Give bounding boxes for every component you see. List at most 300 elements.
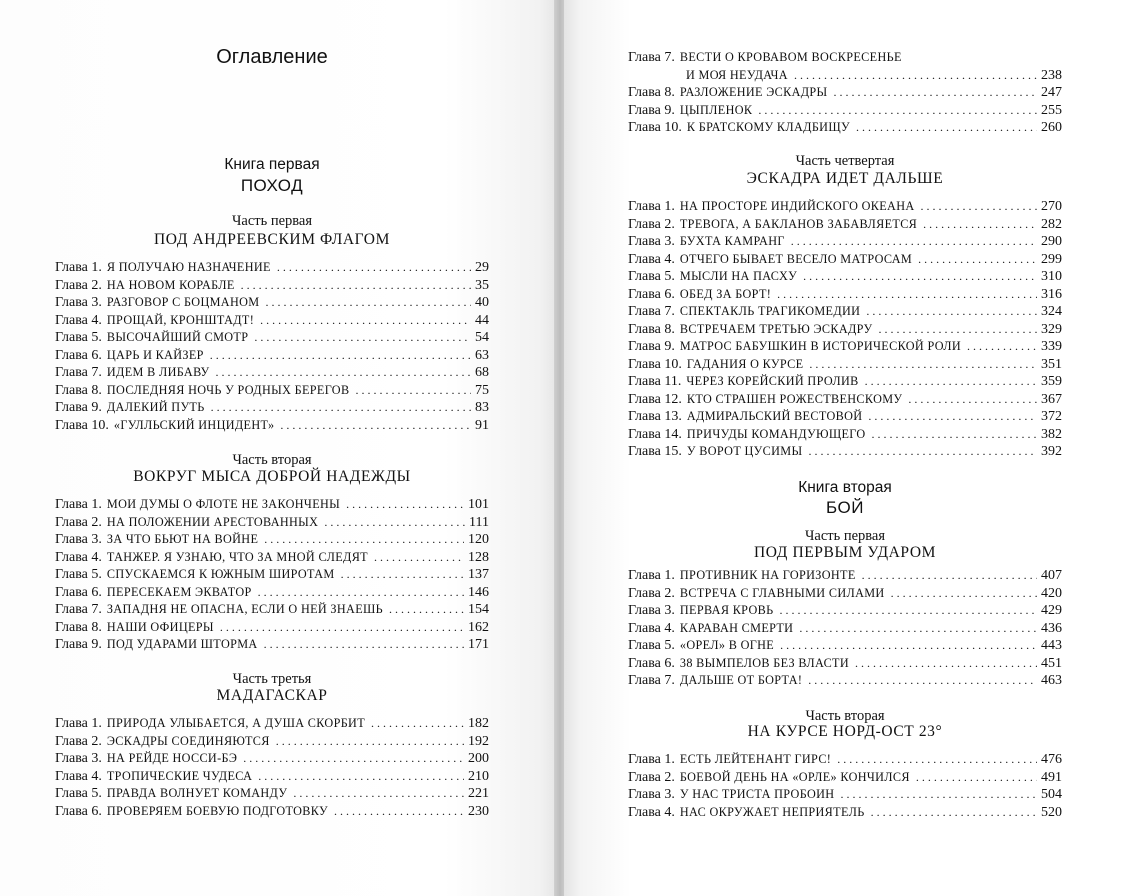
dot-leader <box>758 102 1037 120</box>
dot-leader <box>808 443 1037 461</box>
chapter-number: Глава 12. <box>628 391 682 407</box>
toc-entry[interactable] <box>55 584 489 602</box>
chapter-number: Глава 3. <box>628 234 675 249</box>
page-number: 407 <box>1041 568 1062 583</box>
chapter-title: ДАЛЬШЕ ОТ БОРТА! <box>679 673 803 687</box>
chapter-title: ПРОЩАЙ, КРОНШТАДТ! <box>106 312 255 327</box>
toc-entry[interactable] <box>628 216 1062 234</box>
dot-leader <box>840 786 1037 804</box>
b1-part1-name: ПОД АНДРЕЕВСКИМ ФЛАГОМ <box>154 231 390 248</box>
toc-entry[interactable] <box>628 84 1062 102</box>
dot-leader <box>374 549 464 567</box>
chapter-title: ДАЛЕКИЙ ПУТЬ <box>106 400 205 414</box>
chapter-number: Глава 8. <box>55 382 102 398</box>
page-number: 120 <box>468 532 489 547</box>
toc-entry[interactable] <box>55 382 489 400</box>
chapter-number: Глава 3. <box>628 787 675 802</box>
chapter-number: Глава 1. <box>628 199 675 214</box>
chapter-title: ПРОВЕРЯЕМ БОЕВУЮ ПОДГОТОВКУ <box>106 803 328 818</box>
page-number: 63 <box>475 347 489 363</box>
page-number: 504 <box>1041 787 1062 802</box>
chapter-title: МОИ ДУМЫ О ФЛОТЕ НЕ ЗАКОНЧЕНЫ <box>106 497 341 511</box>
dot-leader <box>803 268 1037 286</box>
book1-label: Книга первая <box>224 156 320 173</box>
page-number: 182 <box>468 716 489 731</box>
page-number: 83 <box>475 400 489 415</box>
b1-part1-chapter-list <box>55 259 489 434</box>
dot-leader <box>258 584 464 602</box>
chapter-title: НА ПРОСТОРЕ ИНДИЙСКОГО ОКЕАНА <box>679 199 915 213</box>
dot-leader <box>967 338 1037 356</box>
toc-entry[interactable] <box>55 259 489 277</box>
chapter-title: ВСТРЕЧАЕМ ТРЕТЬЮ ЭСКАДРУ <box>679 321 873 336</box>
book2-name: БОЙ <box>826 498 864 517</box>
page-number: 35 <box>475 277 489 293</box>
chapter-number: Глава 7. <box>628 50 675 65</box>
chapter-number: Глава 3. <box>55 751 102 766</box>
chapter-number: Глава 10. <box>628 356 682 372</box>
dot-leader <box>260 312 471 330</box>
chapter-number: Глава 6. <box>55 584 102 600</box>
dot-leader <box>868 408 1037 426</box>
page-number: 75 <box>475 382 489 398</box>
dot-leader <box>264 531 464 549</box>
chapter-title: НАС ОКРУЖАЕТ НЕПРИЯТЕЛЬ <box>679 804 865 819</box>
toc-entry[interactable] <box>55 636 489 654</box>
page-number: 255 <box>1041 102 1062 118</box>
dot-leader <box>389 601 464 619</box>
chapter-title: БОЕВОЙ ДЕНЬ НА «ОРЛЕ» КОНЧИЛСЯ <box>679 769 910 784</box>
page-number: 367 <box>1041 391 1062 407</box>
b1-part1-label: Часть первая <box>231 213 313 229</box>
dot-leader <box>241 277 471 295</box>
page-number: 101 <box>468 497 489 512</box>
toc-entry[interactable] <box>628 356 1062 374</box>
toc-entry[interactable] <box>55 417 489 435</box>
toc-entry[interactable] <box>628 585 1062 603</box>
page-number: 476 <box>1041 752 1062 767</box>
dot-leader <box>834 84 1037 102</box>
page-number: 44 <box>475 312 489 328</box>
chapter-title: ТРОПИЧЕСКИЕ ЧУДЕСА <box>106 768 253 783</box>
b2-part1-name: ПОД ПЕРВЫМ УДАРОМ <box>753 544 937 561</box>
dot-leader <box>258 768 464 786</box>
page-number: 299 <box>1041 251 1062 267</box>
chapter-number: Глава 3. <box>628 603 675 618</box>
dot-leader <box>264 636 464 654</box>
chapter-number: Глава 1. <box>628 752 675 767</box>
chapter-title: ОБЕД ЗА БОРТ! <box>679 286 772 301</box>
page-number: 339 <box>1041 339 1062 354</box>
dot-leader <box>891 585 1037 603</box>
chapter-number: Глава 1. <box>55 716 102 731</box>
dot-leader <box>808 672 1037 690</box>
toc-entry[interactable] <box>55 496 489 514</box>
b1-part3-chapter-list <box>55 715 489 820</box>
page-number: 68 <box>475 365 489 380</box>
chapter-number: Глава 9. <box>55 637 102 652</box>
toc-entry[interactable] <box>628 637 1062 655</box>
toc-entry[interactable] <box>628 251 1062 269</box>
b1-part3-chapter-list-continued <box>628 49 1062 137</box>
chapter-title: ПРОТИВНИК НА ГОРИЗОНТЕ <box>679 568 856 582</box>
chapter-title-continued: И МОЯ НЕУДАЧА <box>686 67 788 82</box>
chapter-title: У НАС ТРИСТА ПРОБОИН <box>679 787 835 801</box>
chapter-title: «ГУЛЛЬСКИЙ ИНЦИДЕНТ» <box>113 417 275 432</box>
chapter-title: 38 ВЫМПЕЛОВ БЕЗ ВЛАСТИ <box>679 655 849 670</box>
toc-entry[interactable] <box>55 785 489 803</box>
toc-entry[interactable] <box>55 715 489 733</box>
chapter-number: Глава 7. <box>55 602 102 617</box>
toc-entry[interactable] <box>628 286 1062 304</box>
toc-entry[interactable] <box>628 620 1062 638</box>
dot-leader <box>346 496 464 514</box>
chapter-title: ИДЕМ В ЛИБАВУ <box>106 365 210 379</box>
b1-part2-chapter-list <box>55 496 489 654</box>
chapter-number: Глава 8. <box>628 321 675 337</box>
toc-entry[interactable] <box>628 567 1062 585</box>
toc-entry[interactable] <box>628 769 1062 787</box>
chapter-title: БУХТА КАМРАНГ <box>679 234 785 248</box>
chapter-title: ЦАРЬ И КАЙЗЕР <box>106 347 204 362</box>
chapter-number: Глава 7. <box>55 365 102 380</box>
chapter-number: Глава 2. <box>55 514 102 530</box>
b1-part4-chapter-list <box>628 198 1062 461</box>
chapter-number: Глава 5. <box>55 567 102 582</box>
dot-leader <box>916 769 1037 787</box>
dot-leader <box>856 119 1037 137</box>
toc-entry[interactable] <box>628 119 1062 137</box>
chapter-number: Глава 2. <box>628 585 675 601</box>
page-number: 359 <box>1041 374 1062 389</box>
chapter-number: Глава 5. <box>628 638 675 653</box>
dot-leader <box>254 329 471 347</box>
chapter-title: ТРЕВОГА, А БАКЛАНОВ ЗАБАВЛЯЕТСЯ <box>679 216 918 231</box>
page-number: 247 <box>1041 85 1062 100</box>
page-number: 200 <box>468 751 489 766</box>
toc-entry[interactable] <box>55 531 489 549</box>
dot-leader <box>794 67 1037 85</box>
toc-entry[interactable] <box>628 672 1062 690</box>
chapter-number: Глава 7. <box>628 304 675 319</box>
dot-leader <box>276 733 464 751</box>
chapter-title: РАЗГОВОР С БОЦМАНОМ <box>106 295 260 309</box>
dot-leader <box>862 567 1037 585</box>
toc-entry[interactable] <box>628 338 1062 356</box>
chapter-title: ГАДАНИЯ О КУРСЕ <box>686 356 804 371</box>
toc-entry[interactable] <box>628 49 1062 67</box>
page-number: 451 <box>1041 655 1062 671</box>
chapter-number: Глава 14. <box>628 426 682 442</box>
chapter-number: Глава 2. <box>628 216 675 232</box>
chapter-title: ТАНЖЕР. Я УЗНАЮ, ЧТО ЗА МНОЙ СЛЕДЯТ <box>106 549 368 564</box>
chapter-number: Глава 8. <box>628 85 675 100</box>
chapter-number: Глава 4. <box>55 549 102 565</box>
chapter-title: ПЕРЕСЕКАЕМ ЭКВАТОР <box>106 584 252 599</box>
chapter-number: Глава 6. <box>55 803 102 819</box>
dot-leader <box>791 233 1037 251</box>
b1-part4-name: ЭСКАДРА ИДЕТ ДАЛЬШЕ <box>746 170 944 187</box>
book2-label: Книга вторая <box>798 479 892 496</box>
toc-entry[interactable] <box>55 750 489 768</box>
chapter-title: К БРАТСКОМУ КЛАДБИЩУ <box>686 120 850 134</box>
dot-leader <box>908 391 1037 409</box>
b2-part1-label: Часть первая <box>804 528 886 544</box>
page-number: 128 <box>468 549 489 565</box>
chapter-title: ПРИЧУДЫ КОМАНДУЮЩЕГО <box>686 426 866 441</box>
chapter-number: Глава 13. <box>628 409 682 424</box>
toc-entry[interactable] <box>628 408 1062 426</box>
toc-entry[interactable] <box>628 102 1062 120</box>
page-number: 40 <box>475 295 489 310</box>
toc-entry[interactable] <box>55 601 489 619</box>
page-number: 372 <box>1041 409 1062 424</box>
dot-leader <box>211 399 471 417</box>
dot-leader <box>837 751 1037 769</box>
page-number: 282 <box>1041 216 1062 232</box>
chapter-number: Глава 7. <box>628 673 675 688</box>
page-number: 420 <box>1041 585 1062 601</box>
dot-leader <box>341 566 464 584</box>
page-number: 230 <box>468 803 489 819</box>
page-number: 443 <box>1041 638 1062 653</box>
chapter-title: ЗА ЧТО БЬЮТ НА ВОЙНЕ <box>106 532 259 546</box>
chapter-title: ПЕРВАЯ КРОВЬ <box>679 603 774 617</box>
chapter-title: НАШИ ОФИЦЕРЫ <box>106 619 214 634</box>
chapter-title: ЭСКАДРЫ СОЕДИНЯЮТСЯ <box>106 733 270 748</box>
chapter-title: КАРАВАН СМЕРТИ <box>679 620 794 635</box>
toc-entry[interactable] <box>55 768 489 786</box>
chapter-title: АДМИРАЛЬСКИЙ ВЕСТОВОЙ <box>686 409 863 423</box>
b2-part2-chapter-list <box>628 751 1062 821</box>
toc-entry[interactable] <box>628 268 1062 286</box>
chapter-title: ВСТРЕЧА С ГЛАВНЫМИ СИЛАМИ <box>679 585 885 600</box>
page-number: 192 <box>468 733 489 749</box>
page-number: 436 <box>1041 620 1062 636</box>
chapter-title: ЧЕРЕЗ КОРЕЙСКИЙ ПРОЛИВ <box>686 374 859 388</box>
chapter-number: Глава 11. <box>628 374 682 389</box>
chapter-number: Глава 5. <box>55 786 102 801</box>
toc-entry-continuation[interactable] <box>628 67 1062 85</box>
chapter-title: НА НОВОМ КОРАБЛЕ <box>106 277 235 292</box>
chapter-title: РАЗЛОЖЕНИЕ ЭСКАДРЫ <box>679 85 828 99</box>
dot-leader <box>265 294 471 312</box>
page-number: 270 <box>1041 199 1062 214</box>
dot-leader <box>210 347 471 365</box>
toc-entry[interactable] <box>55 347 489 365</box>
book1-name: ПОХОД <box>240 176 304 195</box>
dot-leader <box>243 750 464 768</box>
chapter-number: Глава 2. <box>628 769 675 785</box>
toc-title: Оглавление <box>216 46 328 68</box>
toc-entry[interactable] <box>55 329 489 347</box>
chapter-title: КТО СТРАШЕН РОЖЕСТВЕНСКОМУ <box>686 391 903 406</box>
chapter-number: Глава 5. <box>55 330 102 345</box>
chapter-number: Глава 9. <box>628 339 675 354</box>
toc-entry[interactable] <box>55 294 489 312</box>
chapter-number: Глава 4. <box>628 804 675 820</box>
toc-entry[interactable] <box>628 321 1062 339</box>
page-number: 520 <box>1041 804 1062 820</box>
chapter-title: ЗАПАДНЯ НЕ ОПАСНА, ЕСЛИ О НЕЙ ЗНАЕШЬ <box>106 602 383 616</box>
b1-part3-label: Часть третья <box>232 671 312 687</box>
page-number: 171 <box>468 637 489 652</box>
chapter-number: Глава 2. <box>55 733 102 749</box>
toc-entry[interactable] <box>55 619 489 637</box>
chapter-number: Глава 6. <box>628 655 675 671</box>
dot-leader <box>777 286 1037 304</box>
b1-part3-name: МАДАГАСКАР <box>216 687 328 704</box>
chapter-number: Глава 1. <box>55 260 102 275</box>
chapter-title: ПОСЛЕДНЯЯ НОЧЬ У РОДНЫХ БЕРЕГОВ <box>106 382 350 397</box>
chapter-title: ЕСТЬ ЛЕЙТЕНАНТ ГИРС! <box>679 752 832 766</box>
chapter-number: Глава 3. <box>55 295 102 310</box>
page-number: 491 <box>1041 769 1062 785</box>
toc-entry[interactable] <box>628 804 1062 822</box>
dot-leader <box>855 655 1037 673</box>
chapter-number: Глава 4. <box>55 768 102 784</box>
chapter-title: МЫСЛИ НА ПАСХУ <box>679 269 798 283</box>
toc-entry[interactable] <box>628 443 1062 461</box>
dot-leader <box>293 785 464 803</box>
chapter-number: Глава 4. <box>55 312 102 328</box>
dot-leader <box>872 426 1037 444</box>
chapter-title: ОТЧЕГО БЫВАЕТ ВЕСЕЛО МАТРОСАМ <box>679 251 913 266</box>
b2-part2-label: Часть вторая <box>805 708 885 724</box>
toc-entry[interactable] <box>55 364 489 382</box>
chapter-number: Глава 10. <box>628 120 682 135</box>
toc-entry[interactable] <box>628 303 1062 321</box>
page-number: 54 <box>475 330 489 345</box>
chapter-title: ПРАВДА ВОЛНУЕТ КОМАНДУ <box>106 786 288 800</box>
page-number: 310 <box>1041 269 1062 284</box>
page-number: 316 <box>1041 286 1062 302</box>
toc-entry[interactable] <box>55 399 489 417</box>
dot-leader <box>334 803 464 821</box>
page-number: 154 <box>468 602 489 617</box>
dot-leader <box>780 637 1037 655</box>
chapter-title: Я ПОЛУЧАЮ НАЗНАЧЕНИЕ <box>106 260 271 274</box>
dot-leader <box>871 804 1037 822</box>
page-number: 329 <box>1041 321 1062 337</box>
page-number: 111 <box>469 514 489 530</box>
toc-entry[interactable] <box>55 566 489 584</box>
page-number: 463 <box>1041 673 1062 688</box>
toc-entry[interactable] <box>628 198 1062 216</box>
chapter-title: СПУСКАЕМСЯ К ЮЖНЫМ ШИРОТАМ <box>106 567 335 581</box>
chapter-number: Глава 4. <box>628 251 675 267</box>
chapter-number: Глава 6. <box>55 347 102 363</box>
page-number: 91 <box>475 417 489 433</box>
toc-entry[interactable] <box>55 277 489 295</box>
page-number: 146 <box>468 584 489 600</box>
b1-part2-name: ВОКРУГ МЫСА ДОБРОЙ НАДЕЖДЫ <box>133 468 411 485</box>
chapter-title: ПОД УДАРАМИ ШТОРМА <box>106 637 258 651</box>
toc-entry[interactable] <box>55 803 489 821</box>
dot-leader <box>779 602 1037 620</box>
chapter-number: Глава 8. <box>55 619 102 635</box>
chapter-title: НА ПОЛОЖЕНИИ АРЕСТОВАННЫХ <box>106 514 319 529</box>
chapter-number: Глава 5. <box>628 269 675 284</box>
toc-entry[interactable] <box>628 751 1062 769</box>
page-number: 162 <box>468 619 489 635</box>
dot-leader <box>918 251 1037 269</box>
toc-entry[interactable] <box>55 514 489 532</box>
dot-leader <box>865 373 1037 391</box>
dot-leader <box>220 619 464 637</box>
chapter-number: Глава 10. <box>55 417 109 433</box>
chapter-title: ВЫСОЧАЙШИЙ СМОТР <box>106 330 249 344</box>
page-number: 210 <box>468 768 489 784</box>
dot-leader <box>923 216 1037 234</box>
chapter-title: «ОРЕЛ» В ОГНЕ <box>679 638 775 652</box>
toc-entry[interactable] <box>628 233 1062 251</box>
dot-leader <box>277 259 471 277</box>
b1-part4-label: Часть четвертая <box>795 153 895 169</box>
toc-entry[interactable] <box>55 312 489 330</box>
page-number: 137 <box>468 567 489 582</box>
page-number: 238 <box>1041 67 1062 83</box>
chapter-number: Глава 1. <box>628 568 675 583</box>
chapter-number: Глава 1. <box>55 497 102 512</box>
b2-part2-name: НА КУРСЕ НОРД-ОСТ 23° <box>747 723 943 740</box>
dot-leader <box>371 715 464 733</box>
dot-leader <box>921 198 1038 216</box>
chapter-number: Глава 2. <box>55 277 102 293</box>
chapter-title: СПЕКТАКЛЬ ТРАГИКОМЕДИИ <box>679 304 861 318</box>
dot-leader <box>809 356 1037 374</box>
chapter-title: МАТРОС БАБУШКИН В ИСТОРИЧЕСКОЙ РОЛИ <box>679 339 962 353</box>
page-number: 351 <box>1041 356 1062 372</box>
page-number: 260 <box>1041 120 1062 135</box>
chapter-title: ЦЫПЛЕНОК <box>679 102 753 117</box>
chapter-number: Глава 9. <box>55 400 102 415</box>
toc-entry[interactable] <box>628 655 1062 673</box>
chapter-title: У ВОРОТ ЦУСИМЫ <box>686 444 803 458</box>
dot-leader <box>280 417 471 435</box>
page-number: 29 <box>475 260 489 275</box>
page-number: 429 <box>1041 603 1062 618</box>
dot-leader <box>799 620 1037 638</box>
dot-leader <box>216 364 471 382</box>
page-number: 382 <box>1041 426 1062 442</box>
dot-leader <box>324 514 465 532</box>
chapter-title: ВЕСТИ О КРОВАВОМ ВОСКРЕСЕНЬЕ <box>679 50 902 64</box>
chapter-number: Глава 15. <box>628 444 682 459</box>
b2-part1-chapter-list <box>628 567 1062 690</box>
page-number: 324 <box>1041 304 1062 319</box>
chapter-number: Глава 4. <box>628 620 675 636</box>
dot-leader <box>355 382 471 400</box>
dot-leader <box>878 321 1037 339</box>
toc-entry[interactable] <box>628 373 1062 391</box>
toc-entry[interactable] <box>628 602 1062 620</box>
toc-entry[interactable] <box>55 549 489 567</box>
chapter-number: Глава 9. <box>628 102 675 118</box>
toc-entry[interactable] <box>55 733 489 751</box>
toc-entry[interactable] <box>628 391 1062 409</box>
b1-part2-label: Часть вторая <box>232 452 312 468</box>
toc-entry[interactable] <box>628 786 1062 804</box>
toc-entry[interactable] <box>628 426 1062 444</box>
page-number: 290 <box>1041 234 1062 249</box>
chapter-number: Глава 6. <box>628 286 675 302</box>
chapter-number: Глава 3. <box>55 532 102 547</box>
dot-leader <box>866 303 1037 321</box>
chapter-title: НА РЕЙДЕ НОССИ-БЭ <box>106 751 238 765</box>
page-number: 392 <box>1041 444 1062 459</box>
chapter-title: ПРИРОДА УЛЫБАЕТСЯ, А ДУША СКОРБИТ <box>106 716 365 730</box>
